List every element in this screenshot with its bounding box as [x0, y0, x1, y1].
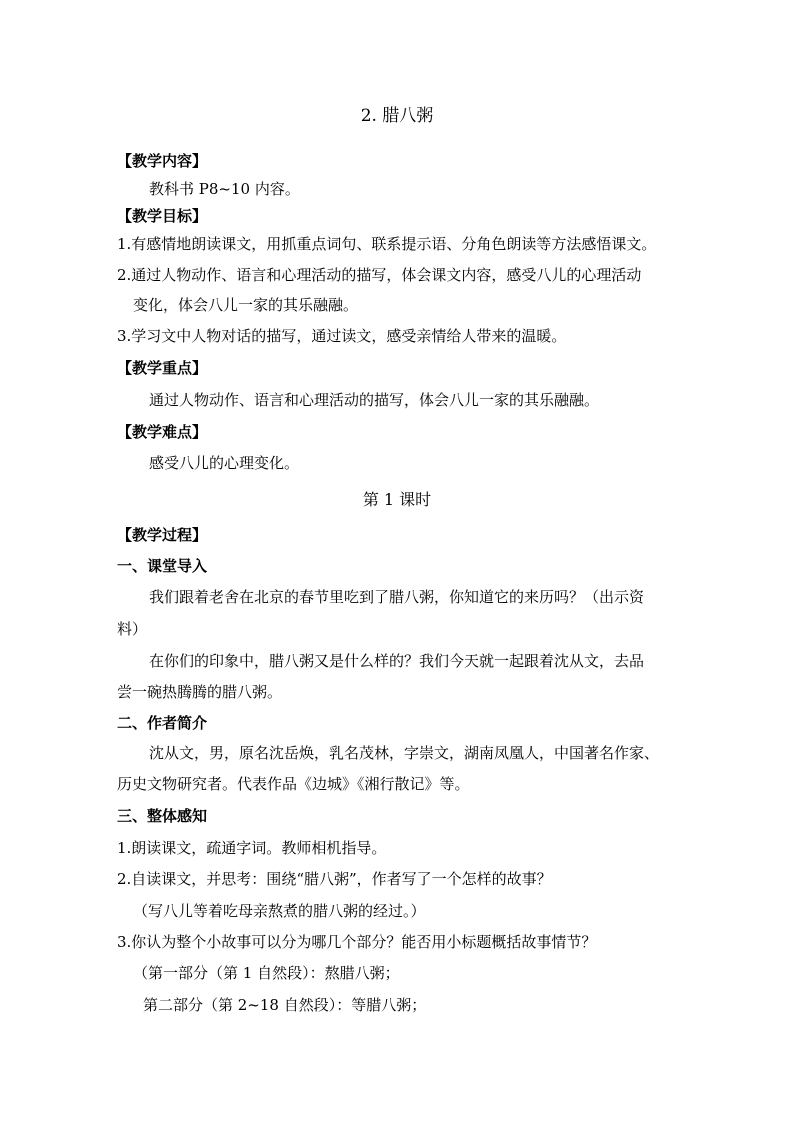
- overall-heading: 三、整体感知: [117, 807, 208, 825]
- author-heading: 二、作者简介: [117, 714, 208, 732]
- teaching-difficulty-heading: 【教学难点】: [117, 423, 208, 441]
- teaching-key-heading: 【教学重点】: [117, 359, 208, 377]
- overall-item-2: 2.自读课文，并思考：围绕“腊八粥”，作者写了一个怎样的故事？: [117, 870, 552, 888]
- teaching-content-text: 教科书 P8~10 内容。: [149, 180, 300, 198]
- intro-paragraph-1-continued: 料）: [117, 620, 148, 638]
- author-paragraph: 沈从文，男，原名沈岳焕，乳名茂林，字崇文，湖南凤凰人，中国著名作家、: [149, 744, 660, 762]
- teaching-difficulty-text: 感受八儿的心理变化。: [149, 454, 300, 472]
- overall-item-3-part-2: 第二部分（第 2~18 自然段）：等腊八粥；: [143, 996, 427, 1014]
- goal-item-2-continued: 变化，体会八儿一家的其乐融融。: [133, 296, 359, 314]
- intro-paragraph-2: 在你们的印象中，腊八粥又是什么样的？我们今天就一起跟着沈从文，去品: [149, 652, 645, 670]
- intro-paragraph-1: 我们跟着老舍在北京的春节里吃到了腊八粥，你知道它的来历吗？（出示资: [149, 588, 645, 606]
- teaching-content-heading: 【教学内容】: [117, 152, 208, 170]
- lesson-title: 第 1 课时: [362, 490, 432, 509]
- goal-item-1: 1.有感情地朗读课文，用抓重点词句、联系提示语、分角色朗读等方法感悟课文。: [117, 235, 657, 253]
- document-title: 2. 腊八粥: [360, 106, 434, 126]
- intro-heading: 一、课堂导入: [117, 557, 208, 575]
- goal-item-3: 3.学习文中人物对话的描写，通过读文，感受亲情给人带来的温暖。: [117, 327, 567, 345]
- author-paragraph-continued: 历史文物研究者。代表作品《边城》《湘行散记》等。: [117, 775, 470, 793]
- overall-item-3: 3.你认为整个小故事可以分为哪几个部分？能否用小标题概括故事情节？: [117, 933, 597, 951]
- intro-paragraph-2-continued: 尝一碗热腾腾的腊八粥。: [117, 683, 283, 701]
- teaching-goals-heading: 【教学目标】: [117, 207, 208, 225]
- teaching-process-heading: 【教学过程】: [117, 526, 208, 544]
- overall-item-1: 1.朗读课文，疏通字词。教师相机指导。: [117, 839, 387, 857]
- overall-item-3-part-1: （第一部分（第 1 自然段）：熬腊八粥；: [133, 964, 400, 982]
- overall-item-2-answer: （写八儿等着吃母亲熬煮的腊八粥的经过。）: [133, 902, 426, 920]
- goal-item-2: 2.通过人物动作、语言和心理活动的描写，体会课文内容，感受八儿的心理活动: [117, 266, 642, 284]
- teaching-key-text: 通过人物动作、语言和心理活动的描写，体会八儿一家的其乐融融。: [149, 391, 600, 409]
